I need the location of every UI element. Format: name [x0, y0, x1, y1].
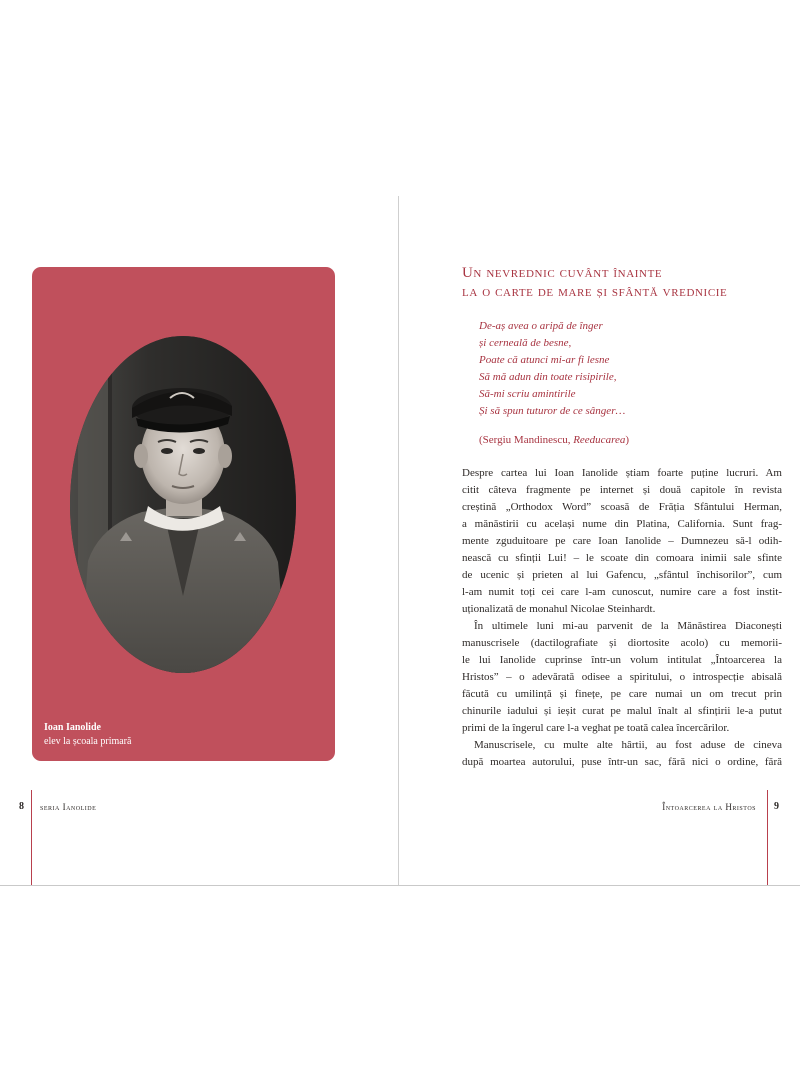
- text-line: după moartea autorului, puse într-un sac, fără nici o ordine, fără: [462, 756, 782, 768]
- running-head-right: Întoarcerea la Hristos: [662, 802, 756, 812]
- text-line: l-am numit toți cei care l-am cunoscut, numire care a fost instit-: [462, 586, 782, 598]
- page-gutter: [398, 196, 399, 886]
- portrait-photo: [70, 336, 296, 673]
- text-line: de ucenic și prieten al lui Gafencu, „sfântul închisorilor”, cum: [462, 569, 782, 581]
- text-line: creștină „Orthodox Word” scoasă de Frăția Sfântului Herman,: [462, 501, 782, 513]
- page-number-right: 9: [774, 801, 779, 812]
- attribution-work: Reeducarea: [573, 434, 626, 446]
- paragraph-1: [462, 465, 782, 618]
- caption-subtitle: elev la școala primară: [44, 736, 132, 747]
- text-line: În ultimele luni mi-au parvenit de la Mănăstirea Diaconești: [474, 620, 782, 632]
- text-line: le lui Ianolide cuprinse într-un volum intitulat „Întoarcerea la: [462, 654, 782, 666]
- text-line: citit câteva fragmente pe internet și două capitole în revista: [462, 484, 782, 496]
- text-line: Hristos” – o adevărată odisee a spiritului, o introspecție abisală: [462, 671, 782, 683]
- text-line: a mănăstirii cu același nume din Platina, California. Sunt frag-: [462, 518, 782, 530]
- photo-caption: [44, 721, 131, 749]
- text-line: făcută cu umilință și finețe, pe care numai un om trecut prin: [462, 688, 782, 700]
- poem-line: Poate că atunci mi-ar fi lesne: [479, 354, 610, 366]
- caption-name: Ioan Ianolide: [44, 722, 101, 733]
- chapter-title-line: la o carte de mare și sfântă vrednicie: [462, 284, 728, 300]
- text-line: nească cu sfinții Lui! – le scoate din comoara inimii sale sfinte: [462, 552, 782, 564]
- folio-rule-right: [767, 790, 768, 885]
- poem-line: Și să spun tuturor de ce sânger…: [479, 405, 626, 417]
- paragraph-2: [462, 618, 782, 737]
- paragraph-3: [462, 737, 782, 771]
- body-text: [462, 465, 782, 771]
- text-line: chinurile iadului și ieșit curat pe malul înalt al sfințirii le-a putut: [462, 705, 782, 717]
- text-line: uționalizată de monahul Nicolae Steinhardt.: [462, 603, 656, 615]
- poem-line: Să-mi scriu amintirile: [479, 388, 576, 400]
- text-line: mente zguduitoare pe care Ioan Ianolide – Dumnezeu să-l odih-: [462, 535, 782, 547]
- epigraph-attribution: [479, 434, 629, 446]
- folio-rule-left: [31, 790, 32, 885]
- portrait-illustration: [70, 336, 296, 673]
- poem-line: Să mă adun din toate risipirile,: [479, 371, 617, 383]
- text-line: manuscrisele (dactilografiate și diortosite acolo) cu memorii-: [462, 637, 782, 649]
- page-number-left: 8: [19, 801, 24, 812]
- chapter-title-line: Un nevrednic cuvânt înainte: [462, 265, 663, 281]
- text-line: Manuscrisele, cu multe alte hârtii, au fost aduse de cineva: [474, 739, 782, 751]
- text-line: primi de la îngerul care l-a veghat pe toată calea încercărilor.: [462, 722, 730, 734]
- poem-line: De-aș avea o aripă de înger: [479, 320, 603, 332]
- chapter-title: [462, 264, 782, 302]
- running-head-left: seria Ianolide: [40, 802, 97, 812]
- attribution-close: ): [625, 434, 629, 446]
- poem-line: și cerneală de besne,: [479, 337, 572, 349]
- attribution-author: (Sergiu Mandinescu,: [479, 434, 574, 446]
- text-line: Despre cartea lui Ioan Ianolide știam foarte puține lucruri. Am: [462, 467, 782, 479]
- page-bottom-edge: [0, 885, 800, 886]
- epigraph-poem: [479, 318, 779, 420]
